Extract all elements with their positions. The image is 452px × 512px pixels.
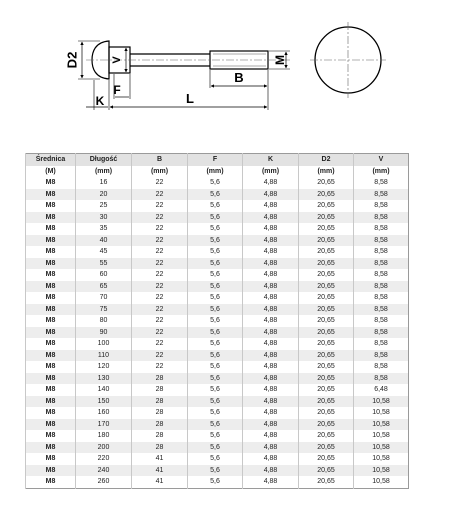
table-cell: 22 [132, 304, 188, 316]
table-cell: 20,65 [299, 246, 354, 258]
table-row [26, 453, 409, 465]
bolt-technical-drawing [0, 0, 452, 130]
table-cell: 5,6 [188, 465, 243, 477]
unit-cell: (mm) [132, 166, 188, 178]
table-row [26, 269, 409, 281]
table-cell: 4,88 [243, 465, 299, 477]
table-cell: 22 [132, 338, 188, 350]
table-cell: M8 [26, 177, 76, 189]
table-cell: M8 [26, 407, 76, 419]
table-cell: 10,58 [354, 476, 409, 488]
table-cell: 4,88 [243, 189, 299, 201]
table-cell: M8 [26, 200, 76, 212]
table-cell: 20,65 [299, 453, 354, 465]
table-cell: 20,65 [299, 338, 354, 350]
table-cell: M8 [26, 189, 76, 201]
table-cell: M8 [26, 419, 76, 431]
table-cell: 20,65 [299, 269, 354, 281]
table-cell: 5,6 [188, 200, 243, 212]
table-cell: 5,6 [188, 430, 243, 442]
table-cell: 45 [76, 246, 132, 258]
table-row [26, 476, 409, 488]
table-cell: 22 [132, 235, 188, 247]
table-cell: 10,58 [354, 430, 409, 442]
table-cell: 4,88 [243, 419, 299, 431]
table-row [26, 189, 409, 201]
table-cell: 60 [76, 269, 132, 281]
table-cell: 20,65 [299, 350, 354, 362]
table-cell: 20,65 [299, 419, 354, 431]
table-cell: 5,6 [188, 235, 243, 247]
table-cell: 22 [132, 315, 188, 327]
table-cell: 22 [132, 212, 188, 224]
table-cell: 20,65 [299, 396, 354, 408]
dim-label-l: L [186, 91, 194, 106]
table-cell: 4,88 [243, 304, 299, 316]
table-cell: 40 [76, 235, 132, 247]
table-cell: 8,58 [354, 246, 409, 258]
table-cell: 8,58 [354, 338, 409, 350]
header-d2: D2 [299, 154, 354, 166]
table-cell: 20,65 [299, 235, 354, 247]
table-row [26, 258, 409, 270]
table-cell: 4,88 [243, 200, 299, 212]
table-cell: 90 [76, 327, 132, 339]
table-cell: 8,58 [354, 223, 409, 235]
table-cell: 8,58 [354, 350, 409, 362]
table-cell: M8 [26, 246, 76, 258]
table-row [26, 396, 409, 408]
table-cell: 28 [132, 396, 188, 408]
table-cell: 16 [76, 177, 132, 189]
table-cell: 35 [76, 223, 132, 235]
table-cell: 70 [76, 292, 132, 304]
table-cell: M8 [26, 465, 76, 477]
table-cell: 20,65 [299, 327, 354, 339]
table-cell: 28 [132, 430, 188, 442]
table-cell: 4,88 [243, 442, 299, 454]
table-cell: 80 [76, 315, 132, 327]
table-cell: 5,6 [188, 304, 243, 316]
table-cell: M8 [26, 453, 76, 465]
table-cell: 4,88 [243, 235, 299, 247]
table-cell: 8,58 [354, 189, 409, 201]
table-cell: 20,65 [299, 223, 354, 235]
table-cell: 20 [76, 189, 132, 201]
table-cell: 8,58 [354, 373, 409, 385]
table-cell: 8,58 [354, 281, 409, 293]
table-cell: M8 [26, 304, 76, 316]
dim-label-f: F [113, 83, 121, 97]
table-cell: 28 [132, 442, 188, 454]
table-row [26, 407, 409, 419]
table-cell: 4,88 [243, 338, 299, 350]
table-cell: 5,6 [188, 223, 243, 235]
table-cell: 8,58 [354, 292, 409, 304]
header-v: V [354, 154, 409, 166]
table-row [26, 373, 409, 385]
table-row [26, 361, 409, 373]
table-cell: M8 [26, 223, 76, 235]
table-cell: 22 [132, 177, 188, 189]
table-cell: 55 [76, 258, 132, 270]
table-cell: 22 [132, 223, 188, 235]
table-cell: 4,88 [243, 350, 299, 362]
table-cell: M8 [26, 350, 76, 362]
table-cell: 8,58 [354, 177, 409, 189]
table-cell: 41 [132, 476, 188, 488]
table-cell: 5,6 [188, 373, 243, 385]
dim-label-v: V [110, 56, 123, 64]
table-cell: 20,65 [299, 315, 354, 327]
table-cell: 20,65 [299, 430, 354, 442]
table-cell: 120 [76, 361, 132, 373]
table-cell: M8 [26, 327, 76, 339]
table-cell: 20,65 [299, 384, 354, 396]
table-cell: 5,6 [188, 338, 243, 350]
table-cell: 22 [132, 292, 188, 304]
table-cell: 5,6 [188, 384, 243, 396]
table-cell: 4,88 [243, 430, 299, 442]
table-row [26, 465, 409, 477]
table-cell: 28 [132, 384, 188, 396]
table-cell: 5,6 [188, 292, 243, 304]
table-cell: 22 [132, 269, 188, 281]
table-cell: 22 [132, 361, 188, 373]
table-cell: 22 [132, 281, 188, 293]
table-cell: 28 [132, 407, 188, 419]
unit-cell: (mm) [76, 166, 132, 178]
table-cell: M8 [26, 442, 76, 454]
table-cell: 20,65 [299, 177, 354, 189]
header-k: K [243, 154, 299, 166]
table-cell: M8 [26, 384, 76, 396]
table-cell: 160 [76, 407, 132, 419]
table-cell: 5,6 [188, 269, 243, 281]
table-cell: 28 [132, 373, 188, 385]
table-cell: 5,6 [188, 189, 243, 201]
table-cell: 4,88 [243, 212, 299, 224]
bolt-head-top-view [310, 22, 386, 98]
table-cell: 5,6 [188, 327, 243, 339]
table-cell: 170 [76, 419, 132, 431]
table-cell: 4,88 [243, 223, 299, 235]
table-cell: M8 [26, 396, 76, 408]
table-cell: 20,65 [299, 476, 354, 488]
table-cell: 4,88 [243, 177, 299, 189]
table-cell: 4,88 [243, 384, 299, 396]
table-cell: 4,88 [243, 315, 299, 327]
table-cell: 5,6 [188, 361, 243, 373]
table-cell: 6,48 [354, 384, 409, 396]
table-cell: 8,58 [354, 235, 409, 247]
unit-cell: (mm) [299, 166, 354, 178]
table-cell: 140 [76, 384, 132, 396]
table-cell: 22 [132, 258, 188, 270]
table-cell: M8 [26, 235, 76, 247]
table-cell: 200 [76, 442, 132, 454]
table-cell: M8 [26, 258, 76, 270]
table-cell: 10,58 [354, 465, 409, 477]
table-units-row [26, 166, 409, 178]
table-row [26, 177, 409, 189]
table-cell: M8 [26, 269, 76, 281]
unit-cell: (mm) [188, 166, 243, 178]
table-cell: 150 [76, 396, 132, 408]
table-row [26, 315, 409, 327]
table-cell: 4,88 [243, 246, 299, 258]
table-cell: 10,58 [354, 396, 409, 408]
table-cell: 4,88 [243, 269, 299, 281]
dim-label-d2: D2 [64, 51, 80, 69]
table-row [26, 200, 409, 212]
table-row [26, 327, 409, 339]
dimension-lines [82, 42, 286, 107]
table-row [26, 430, 409, 442]
table-cell: 20,65 [299, 407, 354, 419]
table-cell: 22 [132, 327, 188, 339]
table-cell: 5,6 [188, 177, 243, 189]
table-cell: 220 [76, 453, 132, 465]
table-cell: 100 [76, 338, 132, 350]
table-cell: 8,58 [354, 304, 409, 316]
table-cell: 4,88 [243, 453, 299, 465]
table-cell: M8 [26, 476, 76, 488]
table-cell: 10,58 [354, 407, 409, 419]
table-row [26, 338, 409, 350]
table-cell: M8 [26, 373, 76, 385]
table-cell: 8,58 [354, 258, 409, 270]
dim-label-b: B [234, 70, 244, 85]
table-cell: 65 [76, 281, 132, 293]
table-row [26, 419, 409, 431]
unit-cell: (mm) [354, 166, 409, 178]
table-cell: 10,58 [354, 453, 409, 465]
table-cell: 20,65 [299, 465, 354, 477]
table-cell: 30 [76, 212, 132, 224]
table-row [26, 442, 409, 454]
table-cell: 8,58 [354, 315, 409, 327]
table-cell: 20,65 [299, 442, 354, 454]
header-dlugosc: Długość [76, 154, 132, 166]
table-cell: 20,65 [299, 361, 354, 373]
table-cell: 110 [76, 350, 132, 362]
table-cell: 5,6 [188, 258, 243, 270]
table-row [26, 212, 409, 224]
table-cell: 5,6 [188, 407, 243, 419]
header-b: B [132, 154, 188, 166]
table-cell: 20,65 [299, 200, 354, 212]
table-cell: 20,65 [299, 189, 354, 201]
table-cell: 5,6 [188, 246, 243, 258]
table-cell: 8,58 [354, 361, 409, 373]
unit-cell: (M) [26, 166, 76, 178]
table-cell: 4,88 [243, 327, 299, 339]
table-cell: 10,58 [354, 442, 409, 454]
table-row [26, 246, 409, 258]
dimensions-table [25, 153, 409, 489]
table-row [26, 304, 409, 316]
table-cell: 180 [76, 430, 132, 442]
table-cell: 41 [132, 465, 188, 477]
table-cell: 20,65 [299, 304, 354, 316]
table-cell: 8,58 [354, 327, 409, 339]
table-cell: 22 [132, 200, 188, 212]
dim-label-k: K [95, 94, 105, 108]
table-cell: 5,6 [188, 442, 243, 454]
table-cell: 130 [76, 373, 132, 385]
table-row [26, 292, 409, 304]
table-cell: 22 [132, 246, 188, 258]
table-cell: 5,6 [188, 212, 243, 224]
table-cell: 4,88 [243, 373, 299, 385]
table-cell: 4,88 [243, 407, 299, 419]
table-cell: 260 [76, 476, 132, 488]
table-cell: 5,6 [188, 453, 243, 465]
table-cell: 4,88 [243, 361, 299, 373]
table-cell: M8 [26, 315, 76, 327]
table-cell: 20,65 [299, 281, 354, 293]
table-cell: 10,58 [354, 419, 409, 431]
table-row [26, 350, 409, 362]
table-cell: 20,65 [299, 292, 354, 304]
table-cell: 5,6 [188, 396, 243, 408]
table-cell: 4,88 [243, 292, 299, 304]
table-cell: 28 [132, 419, 188, 431]
table-cell: 4,88 [243, 396, 299, 408]
table-cell: 240 [76, 465, 132, 477]
table-cell: 41 [132, 453, 188, 465]
table-body [26, 177, 409, 488]
unit-cell: (mm) [243, 166, 299, 178]
table-cell: 5,6 [188, 476, 243, 488]
table-cell: 75 [76, 304, 132, 316]
table-cell: 5,6 [188, 350, 243, 362]
table-cell: M8 [26, 292, 76, 304]
table-cell: M8 [26, 430, 76, 442]
table-cell: 4,88 [243, 476, 299, 488]
table-cell: 20,65 [299, 258, 354, 270]
table-cell: 8,58 [354, 269, 409, 281]
table-row [26, 384, 409, 396]
header-srednica: Średnica [26, 154, 76, 166]
table-row [26, 223, 409, 235]
table-cell: 5,6 [188, 419, 243, 431]
table-cell: M8 [26, 338, 76, 350]
table-cell: M8 [26, 281, 76, 293]
table-cell: 4,88 [243, 258, 299, 270]
table-row [26, 281, 409, 293]
table-cell: 5,6 [188, 281, 243, 293]
table-cell: 8,58 [354, 212, 409, 224]
table-cell: 5,6 [188, 315, 243, 327]
table-cell: 22 [132, 189, 188, 201]
table-cell: 22 [132, 350, 188, 362]
table-cell: 20,65 [299, 212, 354, 224]
table-cell: 4,88 [243, 281, 299, 293]
dim-label-m: M [273, 55, 288, 65]
table-cell: 8,58 [354, 200, 409, 212]
header-f: F [188, 154, 243, 166]
table-cell: M8 [26, 361, 76, 373]
table-cell: M8 [26, 212, 76, 224]
table-row [26, 235, 409, 247]
table-cell: 20,65 [299, 373, 354, 385]
table-cell: 25 [76, 200, 132, 212]
table-header-row [26, 154, 409, 166]
